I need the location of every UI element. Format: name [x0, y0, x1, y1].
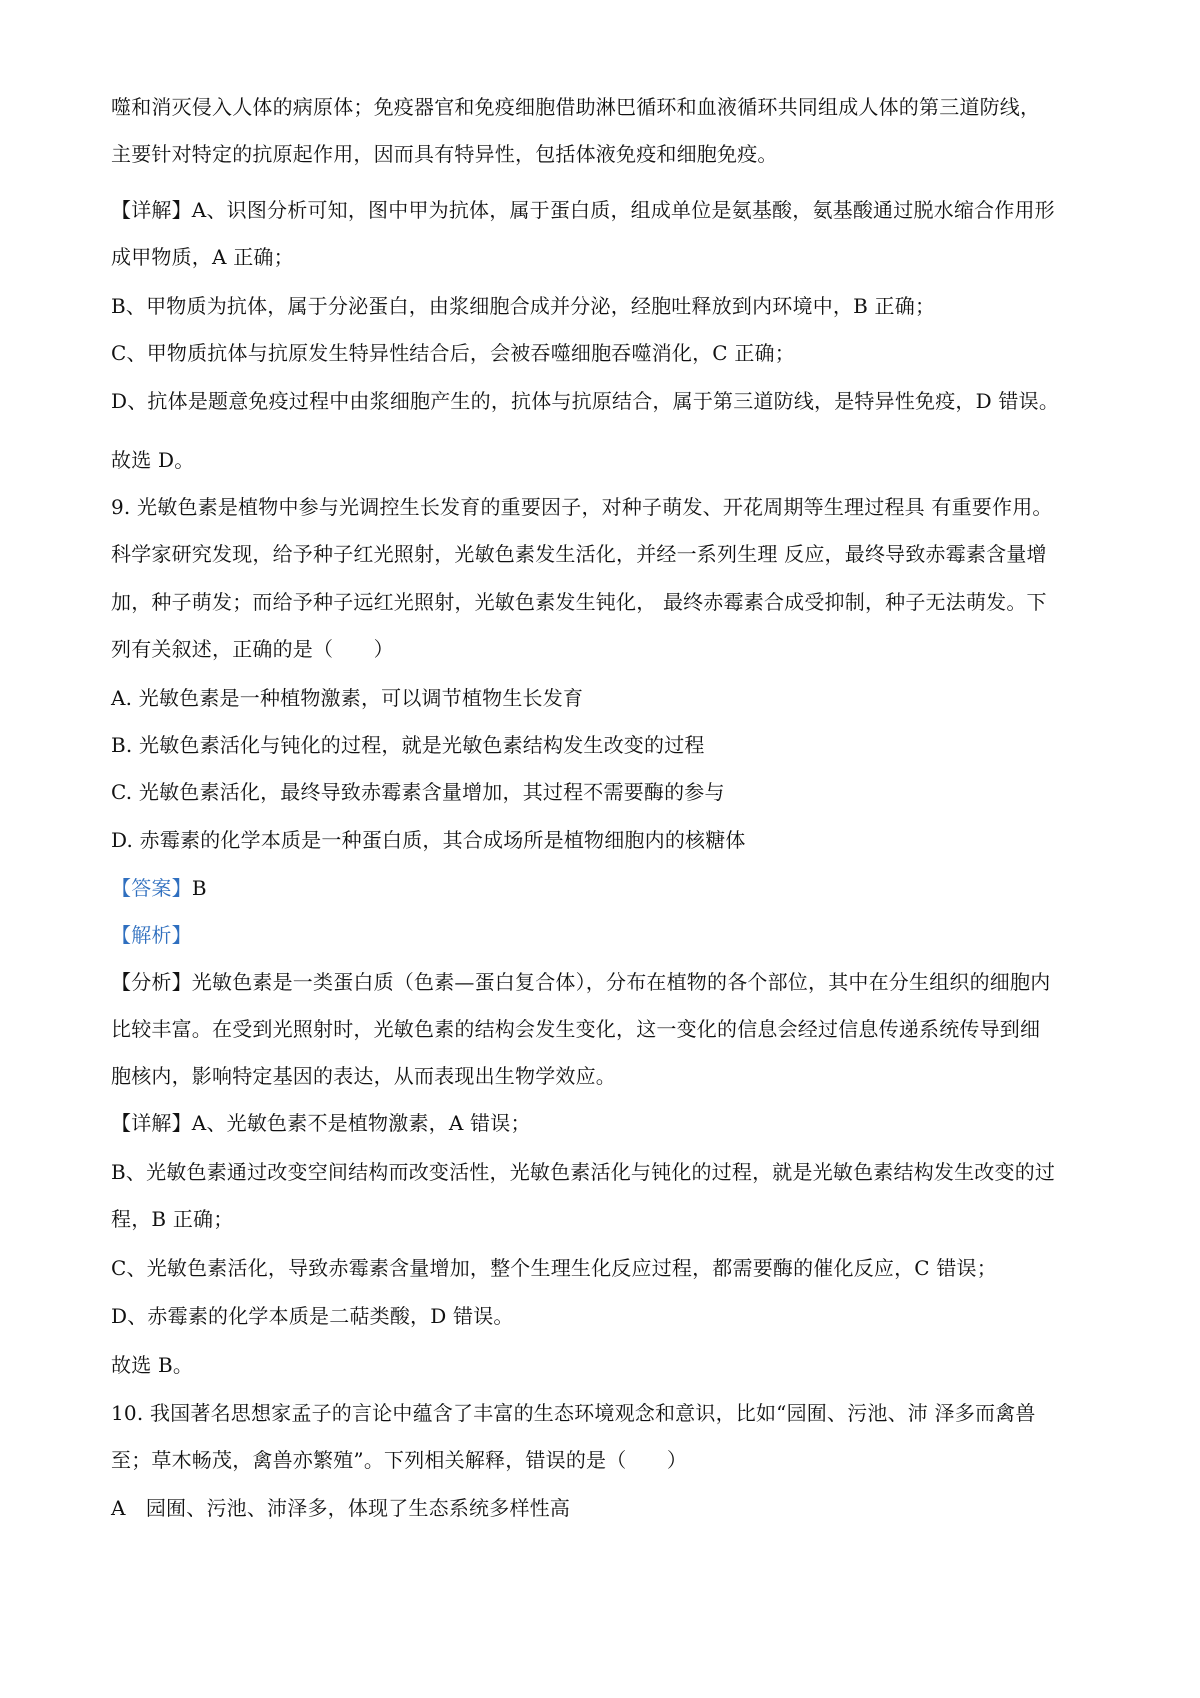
text-line: 【详解】A、光敏色素不是植物激素，A 错误； — [111, 1111, 531, 1135]
text-line: 故选 D。 — [111, 448, 195, 472]
text-line: 比较丰富。在受到光照射时，光敏色素的结构会发生变化，这一变化的信息会经过信息传递系统传导到细 — [111, 1017, 1041, 1041]
text-line: 主要针对特定的抗原起作用，因而具有特异性，包括体液免疫和细胞免疫。 — [111, 142, 778, 166]
text-line: B、光敏色素通过改变空间结构而改变活性，光敏色素活化与钝化的过程，就是光敏色素结构发生改变的过 — [111, 1160, 1056, 1184]
option-a: A. 光敏色素是一种植物激素，可以调节植物生长发育 — [111, 686, 584, 710]
question-10-stem: 10. 我国著名思想家孟子的言论中蕴含了丰富的生态环境观念和意识，比如“园囿、污池、沛 泽多而禽兽 — [111, 1401, 1036, 1425]
text-line: 加，种子萌发；而给予种子远红光照射，光敏色素发生钝化， 最终赤霉素合成受抑制，种子无法萌发。下 — [111, 590, 1047, 614]
text-line: 科学家研究发现，给予种子红光照射，光敏色素发生活化，并经一系列生理 反应，最终导致赤霉素含量增 — [111, 542, 1047, 566]
analysis-label: 【解析】 — [111, 923, 192, 947]
text-line: B、甲物质为抗体，属于分泌蛋白，由浆细胞合成并分泌，经胞吐释放到内环境中，B 正确； — [111, 294, 936, 318]
text-line: 【详解】A、识图分析可知，图中甲为抗体，属于蛋白质，组成单位是氨基酸，氨基酸通过脱水缩合作用形 — [111, 198, 1055, 222]
answer-line — [111, 873, 1111, 903]
option-a: A 园囿、污池、沛泽多，体现了生态系统多样性高 — [111, 1496, 571, 1520]
answer-value: B — [191, 876, 207, 900]
text-line: C、甲物质抗体与抗原发生特异性结合后，会被吞噬细胞吞噬消化，C 正确； — [111, 341, 795, 365]
text-line: 成甲物质，A 正确； — [111, 245, 294, 269]
text-line: 故选 B。 — [111, 1353, 194, 1377]
question-9-stem: 9. 光敏色素是植物中参与光调控生长发育的重要因子，对种子萌发、开花周期等生理过程具 有重要作用。 — [111, 495, 1053, 519]
text-line: 噬和消灭侵入人体的病原体；免疫器官和免疫细胞借助淋巴循环和血液循环共同组成人体的第三道防线， — [111, 95, 1041, 119]
text-line: D、赤霉素的化学本质是二萜类酸，D 错误。 — [111, 1304, 514, 1328]
text-line: C、光敏色素活化，导致赤霉素含量增加，整个生理生化反应过程，都需要酶的催化反应，C 错误； — [111, 1256, 997, 1280]
text-line: 胞核内，影响特定基因的表达，从而表现出生物学效应。 — [111, 1064, 616, 1088]
option-d: D. 赤霉素的化学本质是一种蛋白质，其合成场所是植物细胞内的核糖体 — [111, 828, 746, 852]
option-c: C. 光敏色素活化，最终导致赤霉素含量增加，其过程不需要酶的参与 — [111, 780, 725, 804]
text-line: 列有关叙述，正确的是（ ） — [111, 637, 394, 661]
text-line: 至；草木畅茂，禽兽亦繁殖”。下列相关解释，错误的是（ ） — [111, 1448, 688, 1472]
text-line: 程，B 正确； — [111, 1207, 234, 1231]
text-line: D、抗体是题意免疫过程中由浆细胞产生的，抗体与抗原结合，属于第三道防线，是特异性免疫，D 错误。 — [111, 389, 1060, 413]
text-line: 【分析】光敏色素是一类蛋白质（色素—蛋白复合体），分布在植物的各个部位，其中在分生组织的细胞内 — [111, 970, 1051, 994]
answer-label: 【答案】 — [111, 876, 192, 900]
option-b: B. 光敏色素活化与钝化的过程，就是光敏色素结构发生改变的过程 — [111, 733, 705, 757]
